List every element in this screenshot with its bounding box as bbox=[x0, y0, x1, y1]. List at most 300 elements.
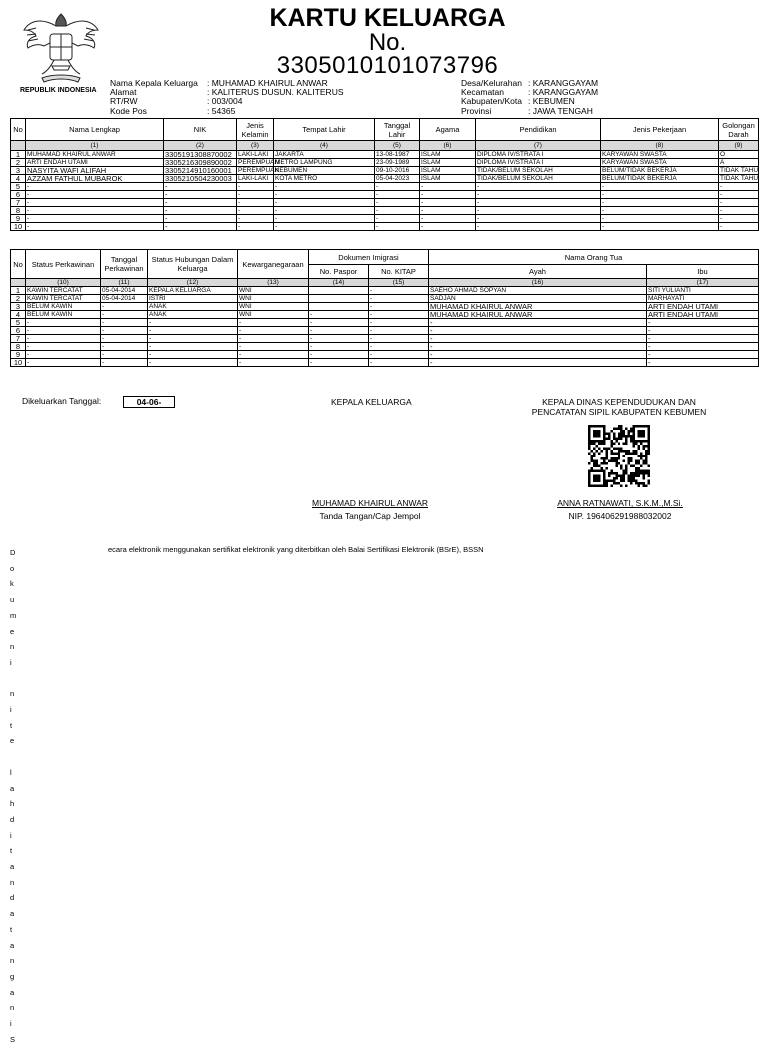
table2-cell: - bbox=[101, 359, 148, 367]
table2-cell: - bbox=[369, 319, 429, 327]
table1-cell: - bbox=[26, 183, 164, 191]
table1-cell: - bbox=[601, 183, 719, 191]
table2-cell: BELUM KAWIN bbox=[26, 311, 101, 319]
family-status-table bbox=[10, 249, 759, 367]
table1-cell: - bbox=[719, 207, 759, 215]
table1-header: Jenis Kelamin bbox=[237, 119, 274, 141]
table2-cell: WNI bbox=[238, 287, 309, 295]
table1-code: (5) bbox=[375, 141, 420, 151]
table2-code: (12) bbox=[148, 279, 238, 287]
table2-cell: - bbox=[238, 343, 309, 351]
table1-header: Tempat Lahir bbox=[274, 119, 375, 141]
table2-cell: KAWIN TERCATAT bbox=[26, 295, 101, 303]
table-row bbox=[11, 343, 759, 351]
table1-cell: - bbox=[719, 223, 759, 231]
table1-cell: - bbox=[601, 207, 719, 215]
table-row bbox=[11, 319, 759, 327]
esign-vertical-char: a bbox=[10, 940, 15, 950]
table1-cell: TIDAK/BELUM SEKOLAH bbox=[476, 167, 601, 175]
esign-vertical-char: m bbox=[10, 610, 17, 620]
table2-cell: - bbox=[148, 319, 238, 327]
esign-vertical-char: d bbox=[10, 893, 15, 903]
table1-cell: - bbox=[237, 183, 274, 191]
table2-cell: ISTRI bbox=[148, 295, 238, 303]
table-row bbox=[11, 359, 759, 367]
table2-cell: MUHAMAD KHAIRUL ANWAR bbox=[429, 311, 647, 319]
issued-date: 04-06- bbox=[123, 396, 175, 408]
table2-cell: - bbox=[429, 335, 647, 343]
info-value: : KEBUMEN bbox=[528, 96, 575, 107]
table2-cell: - bbox=[101, 319, 148, 327]
table-row bbox=[11, 311, 759, 319]
table2-cell: MUHAMAD KHAIRUL ANWAR bbox=[429, 303, 647, 311]
table1-cell: - bbox=[420, 183, 476, 191]
esign-vertical-char: l bbox=[10, 767, 12, 777]
table2-cell: SADJAN bbox=[429, 295, 647, 303]
table1-cell: - bbox=[274, 191, 375, 199]
table1-cell: - bbox=[476, 223, 601, 231]
table-row bbox=[11, 207, 759, 215]
table2-cell: - bbox=[429, 343, 647, 351]
col-tanggal-perkawinan: Tanggal Perkawinan bbox=[101, 250, 148, 279]
table1-cell: KEBUMEN bbox=[274, 167, 375, 175]
table2-cell: 7 bbox=[11, 335, 26, 343]
table2-cell: - bbox=[429, 327, 647, 335]
table1-cell: - bbox=[375, 215, 420, 223]
kepala-keluarga-label: KEPALA KELUARGA bbox=[331, 397, 412, 407]
table2-cell: 2 bbox=[11, 295, 26, 303]
table1-cell: - bbox=[601, 191, 719, 199]
esign-vertical-char: g bbox=[10, 971, 15, 981]
table2-code: (17) bbox=[647, 279, 759, 287]
table2-code: (11) bbox=[101, 279, 148, 287]
info-label: Kabupaten/Kota bbox=[461, 96, 522, 107]
table1-cell: DIPLOMA IV/STRATA I bbox=[476, 159, 601, 167]
table1-cell: - bbox=[476, 183, 601, 191]
table2-cell: 6 bbox=[11, 327, 26, 335]
esign-vertical-char: k bbox=[10, 579, 14, 589]
table2-cell: 10 bbox=[11, 359, 26, 367]
info-label: Kode Pos bbox=[110, 105, 147, 116]
table1-cell: 4 bbox=[11, 175, 26, 183]
table2-cell bbox=[309, 295, 369, 303]
official-name: ANNA RATNAWATI, S.K.M.,M.Si. bbox=[557, 498, 683, 508]
table1-cell: ISLAM bbox=[420, 151, 476, 159]
table1-code: (4) bbox=[274, 141, 375, 151]
table2-cell: ARTI ENDAH UTAMI bbox=[647, 311, 759, 319]
table1-cell: - bbox=[375, 207, 420, 215]
table2-cell: - bbox=[369, 311, 429, 319]
table1-cell: NASYITA WAFI ALIFAH bbox=[26, 167, 164, 175]
table2-cell: - bbox=[309, 327, 369, 335]
table-row bbox=[11, 295, 759, 303]
table1-cell: BELUM/TIDAK BEKERJA bbox=[601, 175, 719, 183]
dinas-line2: PENCATATAN SIPIL KABUPATEN KEBUMEN bbox=[531, 407, 707, 417]
table2-cell: - bbox=[148, 359, 238, 367]
table1-cell: - bbox=[164, 199, 237, 207]
table-row bbox=[11, 223, 759, 231]
esign-vertical-char: t bbox=[10, 924, 13, 934]
table1-cell: ISLAM bbox=[420, 175, 476, 183]
table2-cell: - bbox=[647, 327, 759, 335]
table1-cell: ISLAM bbox=[420, 167, 476, 175]
table2-cell: - bbox=[309, 311, 369, 319]
info-label: Kecamatan bbox=[461, 87, 504, 98]
table-row bbox=[11, 335, 759, 343]
col-status-hubungan: Status Hubungan Dalam Keluarga bbox=[148, 250, 238, 279]
table1-cell: - bbox=[26, 207, 164, 215]
col-status-perkawinan: Status Perkawinan bbox=[26, 250, 101, 279]
table2-cell: - bbox=[101, 343, 148, 351]
esign-vertical-text bbox=[10, 545, 20, 1047]
esign-vertical-char: n bbox=[10, 877, 15, 887]
table2-cell: - bbox=[647, 343, 759, 351]
table1-cell: O bbox=[719, 151, 759, 159]
table2-cell: - bbox=[148, 343, 238, 351]
table1-header: Jenis Pekerjaan bbox=[601, 119, 719, 141]
table1-cell: LAKI-LAKI bbox=[237, 175, 274, 183]
table1-code: (8) bbox=[601, 141, 719, 151]
table1-cell: - bbox=[237, 199, 274, 207]
table2-cell: 4 bbox=[11, 311, 26, 319]
esign-vertical-char: a bbox=[10, 987, 15, 997]
table2-cell: - bbox=[238, 327, 309, 335]
table1-cell: - bbox=[719, 191, 759, 199]
col-nama-orang-tua: Nama Orang Tua bbox=[429, 250, 759, 265]
table2-cell: - bbox=[101, 311, 148, 319]
issued-label: Dikeluarkan Tanggal: bbox=[22, 396, 102, 406]
table2-cell: ANAK bbox=[148, 311, 238, 319]
table-row bbox=[11, 287, 759, 295]
table1-cell: LAKI-LAKI bbox=[237, 151, 274, 159]
table-row bbox=[11, 215, 759, 223]
table1-code: (9) bbox=[719, 141, 759, 151]
esign-vertical-char: a bbox=[10, 862, 15, 872]
table-row bbox=[11, 303, 759, 311]
table-row bbox=[11, 159, 759, 167]
table2-cell: ANAK bbox=[148, 303, 238, 311]
family-members-table bbox=[10, 118, 759, 231]
table2-cell: - bbox=[369, 327, 429, 335]
esign-vertical-char: o bbox=[10, 563, 15, 573]
table2-cell: SITI YULIANTI bbox=[647, 287, 759, 295]
info-label: Provinsi bbox=[461, 105, 492, 116]
col-ayah: Ayah bbox=[429, 265, 647, 279]
table1-cell: 7 bbox=[11, 199, 26, 207]
esign-vertical-char: S bbox=[10, 1034, 16, 1044]
table2-cell: - bbox=[148, 351, 238, 359]
table1-cell: TIDAK TAHU bbox=[720, 167, 759, 174]
info-value: : MUHAMAD KHAIRUL ANWAR bbox=[207, 78, 328, 88]
table1-cell: TIDAK TAHU bbox=[720, 175, 759, 182]
table2-cell: - bbox=[309, 359, 369, 367]
info-value: : KALITERUS DUSUN. KALITERUS bbox=[207, 87, 344, 98]
table1-cell: - bbox=[476, 215, 601, 223]
table1-cell: ARTI ENDAH UTAMI bbox=[26, 159, 164, 167]
table1-cell: - bbox=[476, 199, 601, 207]
table1-cell: DIPLOMA IV/STRATA I bbox=[476, 151, 601, 159]
kk-number-label: No. bbox=[368, 29, 407, 56]
table2-cell: - bbox=[238, 359, 309, 367]
table1-cell: A bbox=[719, 159, 759, 167]
table1-code: (3) bbox=[237, 141, 274, 151]
table-row bbox=[11, 199, 759, 207]
table2-cell: - bbox=[369, 295, 429, 303]
table2-cell: - bbox=[369, 335, 429, 343]
table1-header: Tanggal Lahir bbox=[375, 119, 420, 141]
esign-vertical-char: n bbox=[10, 642, 15, 652]
table1-header: Pendidikan bbox=[476, 119, 601, 141]
table1-cell: - bbox=[375, 183, 420, 191]
family-info-left bbox=[110, 79, 344, 116]
kk-number: 3305010101073796 bbox=[276, 52, 499, 79]
table1-cell: - bbox=[274, 207, 375, 215]
esign-vertical-char: i bbox=[10, 1019, 12, 1029]
table1-cell: JAKARTA bbox=[274, 151, 375, 159]
table-row bbox=[11, 175, 759, 183]
table2-cell: - bbox=[647, 319, 759, 327]
table2-cell: 1 bbox=[11, 287, 26, 295]
table2-cell: SAEHO AHMAD SOPYAN bbox=[429, 287, 647, 295]
table1-cell: - bbox=[237, 191, 274, 199]
table2-cell: - bbox=[369, 343, 429, 351]
info-label: Alamat bbox=[110, 87, 137, 98]
table2-cell: - bbox=[101, 303, 148, 311]
table2-cell: - bbox=[369, 303, 429, 311]
info-row bbox=[461, 107, 598, 116]
table2-cell: WNI bbox=[238, 295, 309, 303]
table2-cell bbox=[309, 287, 369, 295]
table2-code: (13) bbox=[238, 279, 309, 287]
table2-cell: - bbox=[101, 335, 148, 343]
table2-cell: 05-04-2014 bbox=[101, 295, 148, 303]
esign-vertical-char: D bbox=[10, 548, 16, 557]
table2-cell: - bbox=[26, 351, 101, 359]
table2-cell: 9 bbox=[11, 351, 26, 359]
table2-cell: - bbox=[429, 351, 647, 359]
esign-vertical-char: h bbox=[10, 799, 15, 809]
table-row bbox=[11, 351, 759, 359]
table1-code bbox=[11, 141, 26, 151]
table2-cell: - bbox=[26, 343, 101, 351]
table2-cell: - bbox=[309, 343, 369, 351]
table1-cell: - bbox=[26, 199, 164, 207]
table1-cell: 3305191308870002 bbox=[164, 151, 237, 159]
table1-code: (1) bbox=[26, 141, 164, 151]
esign-vertical-char: n bbox=[10, 956, 15, 966]
esign-vertical-char: a bbox=[10, 783, 15, 793]
table-row bbox=[11, 183, 759, 191]
table1-cell: PEREMPUAN bbox=[238, 167, 280, 174]
table1-cell: - bbox=[164, 207, 237, 215]
esign-vertical-char: n bbox=[10, 689, 15, 699]
table1-cell: - bbox=[476, 207, 601, 215]
table2-cell: KAWIN TERCATAT bbox=[26, 287, 101, 295]
table1-cell: - bbox=[420, 191, 476, 199]
table1-cell: 6 bbox=[11, 191, 26, 199]
table2-cell: - bbox=[26, 319, 101, 327]
table2-cell: 05-04-2014 bbox=[101, 287, 148, 295]
page-title: KARTU KELUARGA bbox=[269, 4, 506, 32]
table1-cell: TIDAK/BELUM SEKOLAH bbox=[476, 175, 601, 183]
info-row bbox=[110, 107, 344, 116]
table2-cell: KEPALA KELUARGA bbox=[148, 287, 238, 295]
col-no: No bbox=[11, 250, 26, 279]
table2-cell: - bbox=[238, 351, 309, 359]
esign-vertical-char: t bbox=[10, 720, 13, 730]
table1-header: Agama bbox=[420, 119, 476, 141]
table1-cell: BELUM/TIDAK BEKERJA bbox=[601, 167, 719, 175]
table1-cell: - bbox=[164, 215, 237, 223]
table1-cell: - bbox=[375, 199, 420, 207]
table2-cell: - bbox=[647, 335, 759, 343]
table1-cell: 23-09-1989 bbox=[375, 159, 420, 167]
table1-cell: - bbox=[601, 215, 719, 223]
table1-cell: 3 bbox=[11, 167, 26, 175]
table2-cell: - bbox=[26, 327, 101, 335]
table-row bbox=[11, 151, 759, 159]
table-row bbox=[11, 327, 759, 335]
table1-cell: - bbox=[274, 223, 375, 231]
esign-vertical-char: e bbox=[10, 626, 15, 636]
table2-cell: - bbox=[309, 335, 369, 343]
info-value: : JAWA TENGAH bbox=[528, 105, 593, 116]
table1-cell: KOTA METRO bbox=[274, 175, 375, 183]
table1-header: NIK bbox=[164, 119, 237, 141]
col-no-paspor: No. Paspor bbox=[309, 265, 369, 279]
info-value: : 003/004 bbox=[207, 96, 243, 107]
table1-cell: - bbox=[601, 223, 719, 231]
table2-cell: - bbox=[369, 351, 429, 359]
table2-cell: 3 bbox=[11, 303, 26, 311]
esign-statement: ecara elektronik menggunakan sertifikat elektronik yang diterbitkan oleh Balai Sertifikasi Elektronik (BSrE), BSSN bbox=[108, 545, 484, 554]
table2-cell: - bbox=[369, 287, 429, 295]
table1-cell: ISLAM bbox=[420, 159, 476, 167]
table1-cell: - bbox=[476, 191, 601, 199]
table2-cell: BELUM KAWIN bbox=[26, 303, 101, 311]
info-value: : KARANGGAYAM bbox=[528, 87, 599, 98]
table2-cell: 8 bbox=[11, 343, 26, 351]
table1-cell: - bbox=[26, 223, 164, 231]
table2-cell: - bbox=[101, 351, 148, 359]
table2-code: (15) bbox=[369, 279, 429, 287]
table2-cell bbox=[309, 303, 369, 311]
garuda-emblem-icon bbox=[22, 8, 100, 88]
esign-vertical-char: t bbox=[10, 846, 13, 856]
table1-cell: 1 bbox=[11, 151, 26, 159]
table1-header: Nama Lengkap bbox=[26, 119, 164, 141]
table2-cell: 5 bbox=[11, 319, 26, 327]
table1-cell: - bbox=[26, 191, 164, 199]
table-row bbox=[11, 191, 759, 199]
table1-cell: - bbox=[237, 207, 274, 215]
table1-cell: - bbox=[420, 215, 476, 223]
table1-cell: - bbox=[164, 223, 237, 231]
table1-cell: 13-08-1987 bbox=[375, 151, 420, 159]
info-label: Desa/Kelurahan bbox=[461, 78, 522, 88]
table1-cell: - bbox=[274, 215, 375, 223]
table1-cell: - bbox=[719, 183, 759, 191]
table1-cell: KARYAWAN SWASTA bbox=[601, 159, 719, 167]
esign-vertical-char: n bbox=[10, 1003, 15, 1013]
table2-cell: - bbox=[26, 359, 101, 367]
table1-cell: MUHAMAD KHAIRUL ANWAR bbox=[26, 151, 164, 159]
esign-vertical-char: i bbox=[10, 657, 12, 667]
table1-cell: 3305210504230003 bbox=[164, 175, 237, 183]
kepala-keluarga-name: MUHAMAD KHAIRUL ANWAR bbox=[311, 498, 429, 508]
table-row bbox=[11, 167, 759, 175]
table1-cell: METRO LAMPUNG bbox=[274, 159, 375, 167]
table1-cell: - bbox=[719, 215, 759, 223]
table1-cell: - bbox=[26, 215, 164, 223]
table1-header: No bbox=[11, 119, 26, 141]
table2-cell: ARTI ENDAH UTAMI bbox=[647, 303, 759, 311]
table1-cell: 9 bbox=[11, 215, 26, 223]
table1-code: (6) bbox=[420, 141, 476, 151]
table1-cell: 3305216309890002 bbox=[164, 159, 237, 167]
table2-cell: WNI bbox=[238, 311, 309, 319]
col-kewarganegaraan: Kewarganegaraan bbox=[238, 250, 309, 279]
table1-cell: 09-10-2016 bbox=[375, 167, 420, 175]
table2-cell: - bbox=[369, 359, 429, 367]
esign-vertical-char: a bbox=[10, 909, 15, 919]
table1-cell: KARYAWAN SWASTA bbox=[601, 151, 719, 159]
emblem-caption: REPUBLIK INDONESIA bbox=[20, 87, 97, 94]
table2-cell: - bbox=[309, 319, 369, 327]
table1-cell: - bbox=[164, 183, 237, 191]
table1-cell: 2 bbox=[11, 159, 26, 167]
table2-code: (16) bbox=[429, 279, 647, 287]
table1-cell: AZZAM FATHUL MUBAROK bbox=[26, 175, 164, 183]
table1-cell: - bbox=[274, 183, 375, 191]
table2-cell: - bbox=[429, 319, 647, 327]
col-ibu: Ibu bbox=[647, 265, 759, 279]
family-info-right bbox=[461, 79, 598, 116]
table1-cell: PEREMPUAN bbox=[238, 159, 280, 166]
table1-cell: - bbox=[375, 223, 420, 231]
table1-cell: - bbox=[274, 199, 375, 207]
table1-cell: 05-04-2023 bbox=[375, 175, 420, 183]
info-value: : 54365 bbox=[207, 105, 236, 116]
table1-cell: 8 bbox=[11, 207, 26, 215]
table1-cell: 5 bbox=[11, 183, 26, 191]
esign-vertical-char: u bbox=[10, 595, 15, 605]
esign-vertical-char: e bbox=[10, 736, 15, 746]
col-dokumen-imigrasi: Dokumen Imigrasi bbox=[309, 250, 429, 265]
table1-code: (2) bbox=[164, 141, 237, 151]
table2-cell: - bbox=[238, 335, 309, 343]
dinas-line1: KEPALA DINAS KEPENDUDUKAN DAN bbox=[542, 397, 696, 407]
table1-cell: - bbox=[601, 199, 719, 207]
table2-code: (10) bbox=[26, 279, 101, 287]
info-value: : KARANGGAYAM bbox=[528, 78, 599, 88]
qr-code-icon bbox=[588, 425, 650, 487]
table1-cell: - bbox=[237, 223, 274, 231]
table2-cell: - bbox=[647, 359, 759, 367]
official-nip: NIP. 196406291988032002 bbox=[568, 511, 672, 521]
table1-cell: - bbox=[164, 191, 237, 199]
table2-cell: WNI bbox=[238, 303, 309, 311]
table1-cell: 3305214910160001 bbox=[164, 167, 237, 175]
table1-code: (7) bbox=[476, 141, 601, 151]
table2-cell: - bbox=[429, 359, 647, 367]
table1-cell: - bbox=[237, 215, 274, 223]
table1-cell: - bbox=[420, 223, 476, 231]
table2-cell: - bbox=[148, 335, 238, 343]
table2-cell: - bbox=[101, 327, 148, 335]
table2-cell: - bbox=[647, 351, 759, 359]
col-no-kitap: No. KITAP bbox=[369, 265, 429, 279]
